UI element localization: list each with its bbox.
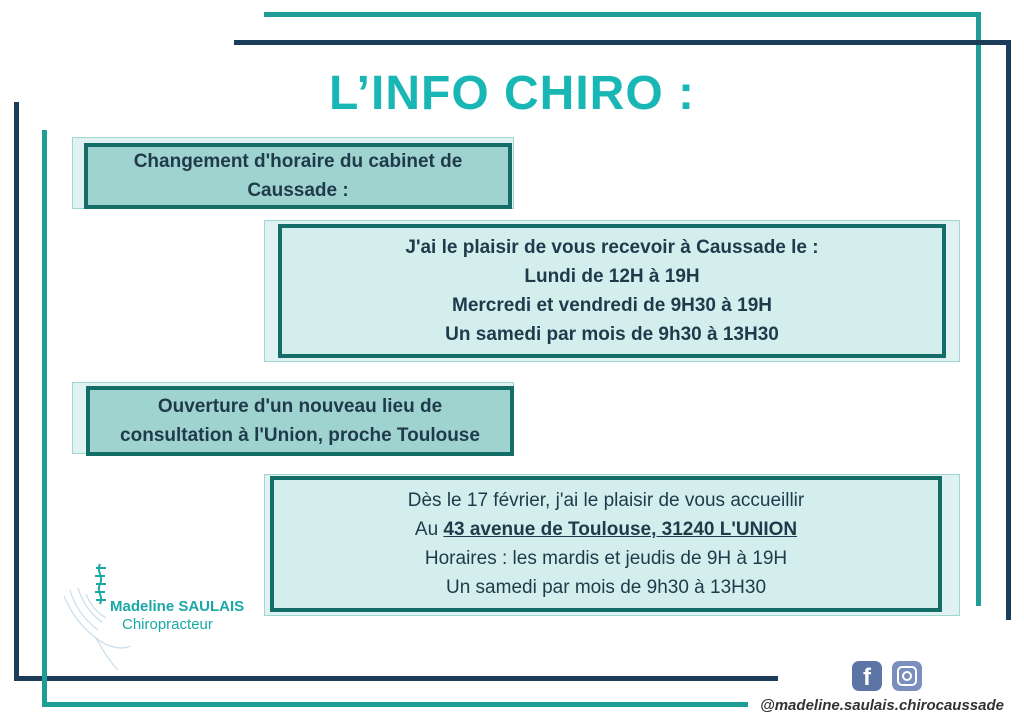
caussade-heading-line: Caussade : [247, 180, 349, 201]
caussade-hours-line: Lundi de 12H à 19H [524, 266, 700, 287]
address-prefix: Au [414, 519, 439, 540]
page-title: L’INFO CHIRO : [329, 67, 695, 120]
union-hours-box [264, 474, 960, 616]
caussade-hours-line: Mercredi et vendredi de 9H30 à 19H [452, 295, 772, 316]
caussade-hours-box [264, 220, 960, 362]
union-address: 43 avenue de Toulouse, 31240 L'UNION [443, 519, 798, 540]
facebook-icon[interactable]: f [852, 661, 882, 691]
caussade-intro: J'ai le plaisir de vous recevoir à Caussade le : [405, 237, 819, 258]
instagram-icon[interactable] [892, 661, 922, 691]
logo-title: Chiropracteur [122, 616, 213, 633]
union-hours-line: Un samedi par mois de 9h30 à 13H30 [445, 577, 767, 598]
union-heading-line: Ouverture d'un nouveau lieu de [157, 396, 443, 417]
social-handle[interactable]: @madeline.saulais.chirocaussade [760, 697, 1004, 714]
union-intro: Dès le 17 février, j'ai le plaisir de vous accueillir [407, 490, 805, 511]
frame-line [42, 702, 748, 707]
union-heading-box [72, 382, 514, 454]
hand-spine-logo [56, 560, 256, 670]
union-heading-line: consultation à l'Union, proche Toulouse [120, 425, 480, 446]
caussade-heading-line: Changement d'horaire du cabinet de [133, 151, 463, 172]
union-address-line [415, 515, 797, 544]
frame-line [14, 676, 778, 681]
logo-name: Madeline SAULAIS [110, 598, 245, 615]
frame-line [42, 130, 47, 705]
frame-line [234, 40, 1011, 45]
caussade-hours-line: Un samedi par mois de 9h30 à 13H30 [445, 324, 779, 345]
caussade-heading-box [72, 137, 514, 209]
union-hours-line: Horaires : les mardis et jeudis de 9H à 19H [424, 548, 788, 569]
frame-line [1006, 40, 1011, 620]
frame-line [14, 102, 19, 679]
frame-line [264, 12, 980, 17]
